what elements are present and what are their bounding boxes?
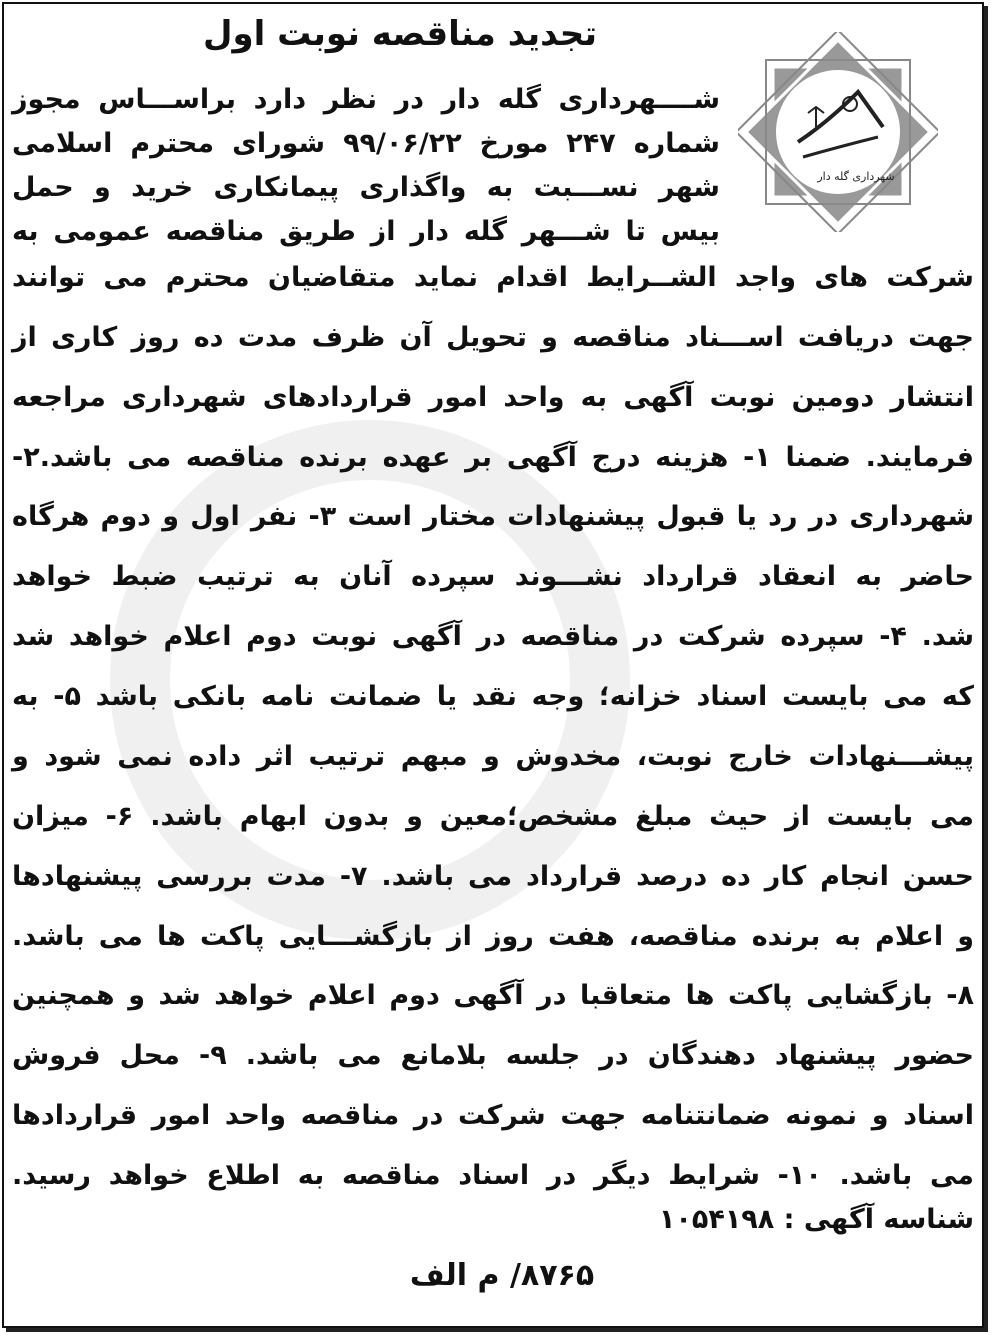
body-line: که می بایست اسناد خزانه؛ وجه نقد یا ضمانت نامه بانکی باشد ۵- به: [12, 681, 974, 713]
body-line: جهت دریافت اســـناد مناقصه و تحویل آن ظرف مدت ده روز کاری از: [12, 321, 974, 353]
body-line: می بایست از حیث مبلغ مشخص؛معین و بدون ابهام باشد. ۶- میزان: [12, 800, 974, 832]
body-line: حسن انجام کار ده درصد قرارداد می باشد. ۷- مدت بررسی پیشنهادها: [12, 860, 974, 892]
body-line: می باشد. ۱۰- شرایط دیگر در اسناد مناقصه به اطلاع خواهد رسید.: [12, 1160, 975, 1191]
body-line: بیس تا شـــهر گله دار از طریق مناقصه عمومی به: [12, 216, 720, 247]
body-line: شد. ۴- سپرده شرکت در مناقصه در آگهی نوبت دوم اعلام خواهد شد: [12, 621, 974, 653]
body-line: شهر نســـبت به واگذاری پیمانکاری خرید و حمل: [12, 172, 720, 203]
body-line: حضور پیشنهاد دهندگان در جلسه بلامانع می باشد. ۹- محل فروش: [12, 1040, 975, 1072]
body-line: و اعلام به برنده مناقصه، هفت روز از بازگشـــایی پاکت ها می باشد.: [12, 920, 974, 952]
body-line: شرکت های واجد الشــرایط اقدام نماید متقاضیان محترم می توانند: [12, 262, 974, 293]
body-line: فرمایند. ضمنا ۱- هزینه درج آگهی بر عهده برنده مناقصه می باشد.۲-: [12, 441, 975, 473]
municipality-logo: [738, 32, 938, 232]
body-line: پیشـــنهادات خارج نوبت، مخدوش و مبهم ترتیب اثر داده نمی شود و: [12, 740, 974, 772]
ad-id: شناسه آگهی : ۱۰۵۴۱۹۸: [658, 1204, 974, 1235]
body-line: اسناد و نمونه ضمانتنامه جهت شرکت در مناقصه واحد امور قراردادها: [12, 1100, 974, 1132]
ad-code: ۸۷۶۵/ م الف: [409, 1258, 595, 1293]
body-line: حاضر به انعقاد قرارداد نشـــوند سپرده آنان به ترتیب ضبط خواهد: [12, 561, 974, 593]
body-line: شهرداری در رد یا قبول پیشنهادات مختار است ۳- نفر اول و دوم هرگاه: [12, 501, 974, 533]
body-line: انتشار دومین نوبت آگهی به واحد امور قراردادهای شهرداری مراجعه: [12, 381, 974, 413]
body-line: ۸- بازگشایی پاکت ها متعاقبا در آگهی دوم اعلام خواهد شد و همچنین: [12, 980, 974, 1012]
body-line: شماره ۲۴۷ مورخ ۹۹/۰۶/۲۲ شورای محترم اسلامی: [12, 128, 720, 159]
ad-title: تجدید مناقصه نوبت اول: [202, 14, 598, 54]
logo-text: شهرداری گله دار: [817, 170, 895, 183]
body-line: شــــهرداری گله دار در نظر دارد براســـاس مجوز: [12, 84, 720, 115]
